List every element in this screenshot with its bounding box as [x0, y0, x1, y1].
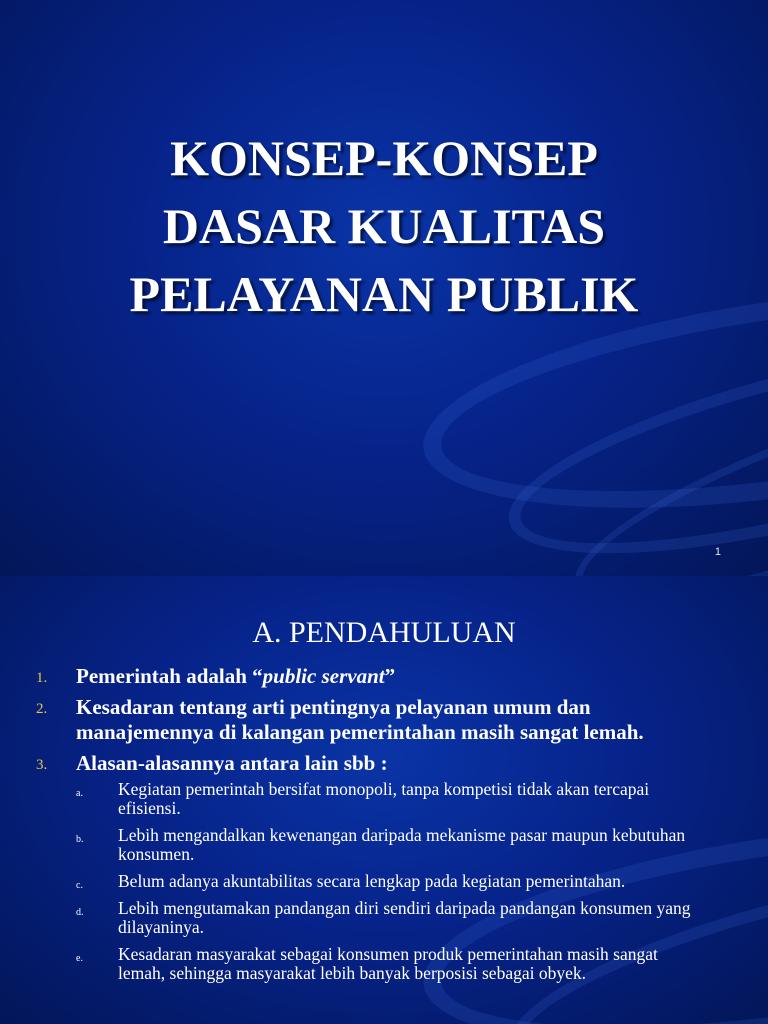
numbered-list — [0, 664, 768, 991]
sub-item-text: Kegiatan pemerintah bersifat monopoli, tanpa kompetisi tidak akan tercapai efisiensi. — [118, 779, 650, 818]
list-number: 1. — [36, 670, 48, 686]
sub-list-item — [76, 780, 728, 818]
section-heading: A. PENDAHULUAN — [252, 616, 516, 649]
content-slide — [0, 576, 768, 1024]
title-line: PELAYANAN PUBLIK — [129, 266, 639, 322]
title-line: DASAR KUALITAS — [162, 198, 606, 254]
sub-item-text: Lebih mengandalkan kewenangan daripada mekanisme pasar maupun kebutuhan konsumen. — [118, 825, 686, 864]
list-item — [0, 751, 768, 983]
page-number: 1 — [714, 546, 721, 558]
sub-list-letter: c. — [76, 880, 83, 891]
sub-list-letter: b. — [76, 834, 84, 845]
list-item — [0, 664, 768, 689]
sub-item-text: Belum adanya akuntabilitas secara lengkap pada kegiatan pemerintahan. — [118, 871, 626, 891]
item-text: Kesadaran tentang arti pentingnya pelayanan umum dan manajemennya di kalangan pemerintahan masih sangat lemah. — [76, 695, 644, 744]
list-item — [0, 695, 768, 745]
title-line: KONSEP-KONSEP — [170, 130, 598, 186]
sub-list — [76, 780, 728, 983]
item-text: Alasan-alasannya antara lain sbb : — [76, 751, 388, 775]
sub-item-text: Lebih mengutamakan pandangan diri sendiri daripada pandangan konsumen yang dilayaninya. — [118, 898, 691, 937]
sub-list-item — [76, 945, 728, 983]
item-text-italic: public servant — [262, 664, 385, 688]
sub-list-letter: e. — [76, 953, 83, 964]
sub-list-item — [76, 826, 728, 864]
list-number: 3. — [36, 757, 48, 773]
slide-title — [0, 124, 768, 328]
item-text: ” — [384, 664, 396, 688]
sub-list-item — [76, 872, 728, 891]
sub-list-item — [76, 899, 728, 937]
list-number: 2. — [36, 701, 48, 717]
item-text: Pemerintah adalah “ — [76, 664, 263, 688]
sub-item-text: Kesadaran masyarakat sebagai konsumen produk pemerintahan masih sangat lemah, sehingga masyarakat lebih banyak berposisi sebagai obyek. — [118, 944, 658, 983]
sub-list-letter: d. — [76, 907, 84, 918]
sub-list-letter: a. — [76, 788, 83, 799]
